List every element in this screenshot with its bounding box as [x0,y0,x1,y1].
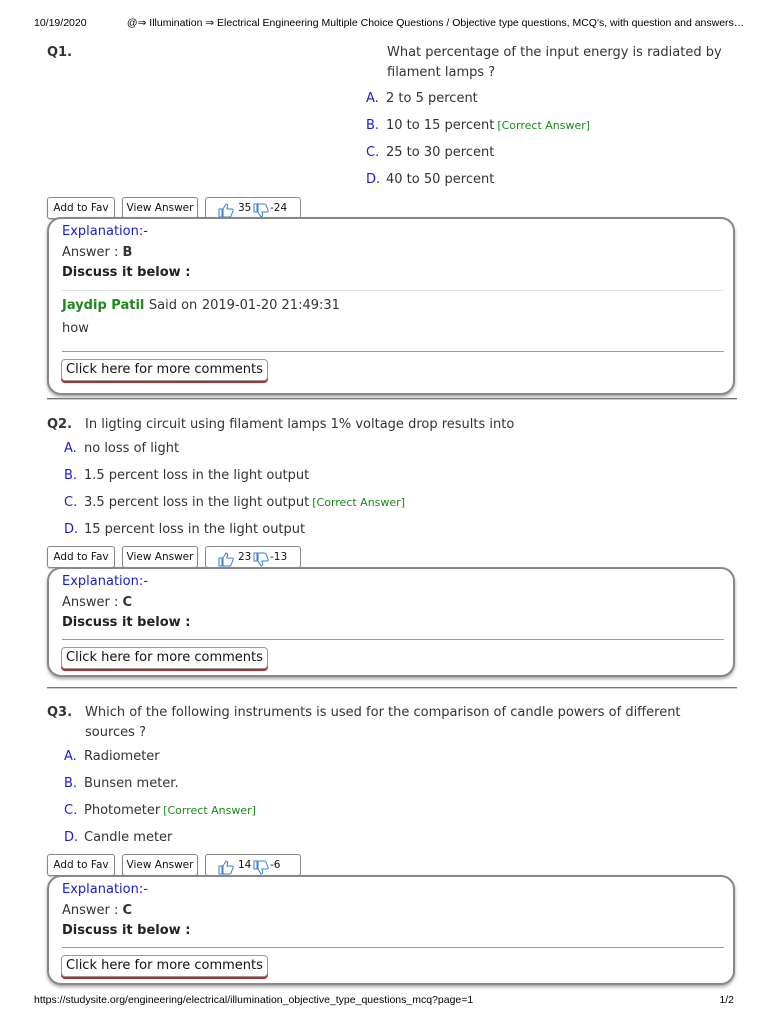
question-3 [47,705,737,990]
explanation-title: Explanation:- [62,574,148,589]
answer-line [62,245,132,260]
option-text: 1.5 percent loss in the light output [84,468,310,483]
answer-prefix: Answer : [62,903,123,918]
option-a[interactable] [366,91,478,106]
explanation-panel [47,217,735,395]
option-letter: A. [64,441,77,456]
option-text: 25 to 30 percent [386,145,495,160]
option-b[interactable] [64,776,179,791]
comment-date: 2019-01-20 21:49:31 [201,298,340,313]
option-letter: D. [366,172,381,187]
divider [62,290,724,291]
explanation-title: Explanation:- [62,224,148,239]
correct-answer-tag: [Correct Answer] [497,119,591,132]
option-b[interactable] [366,118,590,133]
answer-value: B [122,245,133,260]
option-text: 10 to 15 percent [386,118,495,133]
option-text: Radiometer [84,749,160,764]
like-count: 14 [238,859,252,871]
more-comments-button[interactable]: Click here for more comments [61,647,268,669]
vote-box [205,197,301,219]
view-answer-button[interactable]: View Answer [122,546,198,568]
print-page-number: 1/2 [719,994,734,1006]
question-2 [47,417,737,687]
comment-author-name: Jaydip Patil [62,298,145,313]
option-c[interactable] [64,495,405,510]
option-letter: B. [64,776,78,791]
option-text: 2 to 5 percent [386,91,478,106]
option-d[interactable] [64,830,172,845]
option-letter: B. [64,468,78,483]
option-text: 40 to 50 percent [386,172,495,187]
discuss-heading: Discuss it below : [62,923,191,938]
comment-said-label: Said on [148,298,198,313]
question-number: Q2. [47,417,73,432]
print-footer [34,994,734,1006]
question-text: What percentage of the input energy is radiated by filament lamps ? [387,45,722,80]
option-letter: A. [366,91,379,106]
option-d[interactable] [366,172,494,187]
more-comments-button[interactable]: Click here for more comments [61,955,268,977]
vote-box [205,546,301,568]
option-letter: C. [366,145,380,160]
add-to-fav-button[interactable]: Add to Fav [47,197,115,219]
option-c[interactable] [366,145,494,160]
dislike-count: -13 [270,551,288,563]
comment-author [62,298,340,313]
option-letter: C. [64,803,78,818]
answer-prefix: Answer : [62,595,123,610]
answer-value: C [122,903,133,918]
answer-value: C [122,595,133,610]
question-number: Q3. [47,705,73,720]
option-text: Photometer [84,803,161,818]
thumbs-down-icon[interactable] [253,549,269,569]
question-text: In ligting circuit using filament lamps 1% voltage drop results into [85,417,515,432]
answer-line [62,903,132,918]
answer-line [62,595,132,610]
option-text: 15 percent loss in the light output [84,522,306,537]
thumbs-up-icon[interactable] [218,549,234,569]
question-separator [47,398,737,399]
option-d[interactable] [64,522,305,537]
like-count: 35 [238,202,252,214]
dislike-count: -24 [270,202,288,214]
explanation-panel [47,875,735,985]
vote-box [205,854,301,876]
like-count: 23 [238,551,252,563]
explanation-title: Explanation:- [62,882,148,897]
comment-text: how [62,321,89,336]
option-text: Candle meter [84,830,173,845]
option-letter: D. [64,522,79,537]
option-a[interactable] [64,441,179,456]
discuss-heading: Discuss it below : [62,615,191,630]
print-date: 10/19/2020 [34,17,87,29]
option-text: 3.5 percent loss in the light output [84,495,310,510]
answer-prefix: Answer : [62,245,123,260]
option-letter: C. [64,495,78,510]
option-text: no loss of light [84,441,180,456]
option-text: Bunsen meter. [84,776,179,791]
more-comments-button[interactable]: Click here for more comments [61,359,268,381]
correct-answer-tag: [Correct Answer] [163,804,256,817]
question-text: Which of the following instruments is used for the comparison of candle powers of different sources ? [85,705,681,740]
add-to-fav-button[interactable]: Add to Fav [47,546,115,568]
divider [62,639,724,640]
option-letter: A. [64,749,77,764]
explanation-panel [47,567,735,677]
print-url: https://studysite.org/engineering/electrical/illumination_objective_type_questions_mcq?page=1 [34,994,474,1006]
question-1 [47,45,737,395]
divider [62,351,724,352]
option-letter: B. [366,118,380,133]
view-answer-button[interactable]: View Answer [122,854,198,876]
question-number: Q1. [47,45,73,60]
question-separator [47,687,737,688]
option-a[interactable] [64,749,160,764]
thumbs-down-icon[interactable] [253,857,269,877]
discuss-heading: Discuss it below : [62,265,191,280]
option-letter: D. [64,830,79,845]
thumbs-up-icon[interactable] [218,857,234,877]
divider [62,947,724,948]
dislike-count: -6 [270,859,281,871]
add-to-fav-button[interactable]: Add to Fav [47,854,115,876]
correct-answer-tag: [Correct Answer] [312,496,405,509]
view-answer-button[interactable]: View Answer [122,197,198,219]
print-header [34,17,744,29]
option-c[interactable] [64,803,256,818]
option-b[interactable] [64,468,309,483]
print-title: @⇒ Illumination ⇒ Electrical Engineering Multiple Choice Questions / Objective type questions, MCQ's, with question and answers… [126,17,744,29]
